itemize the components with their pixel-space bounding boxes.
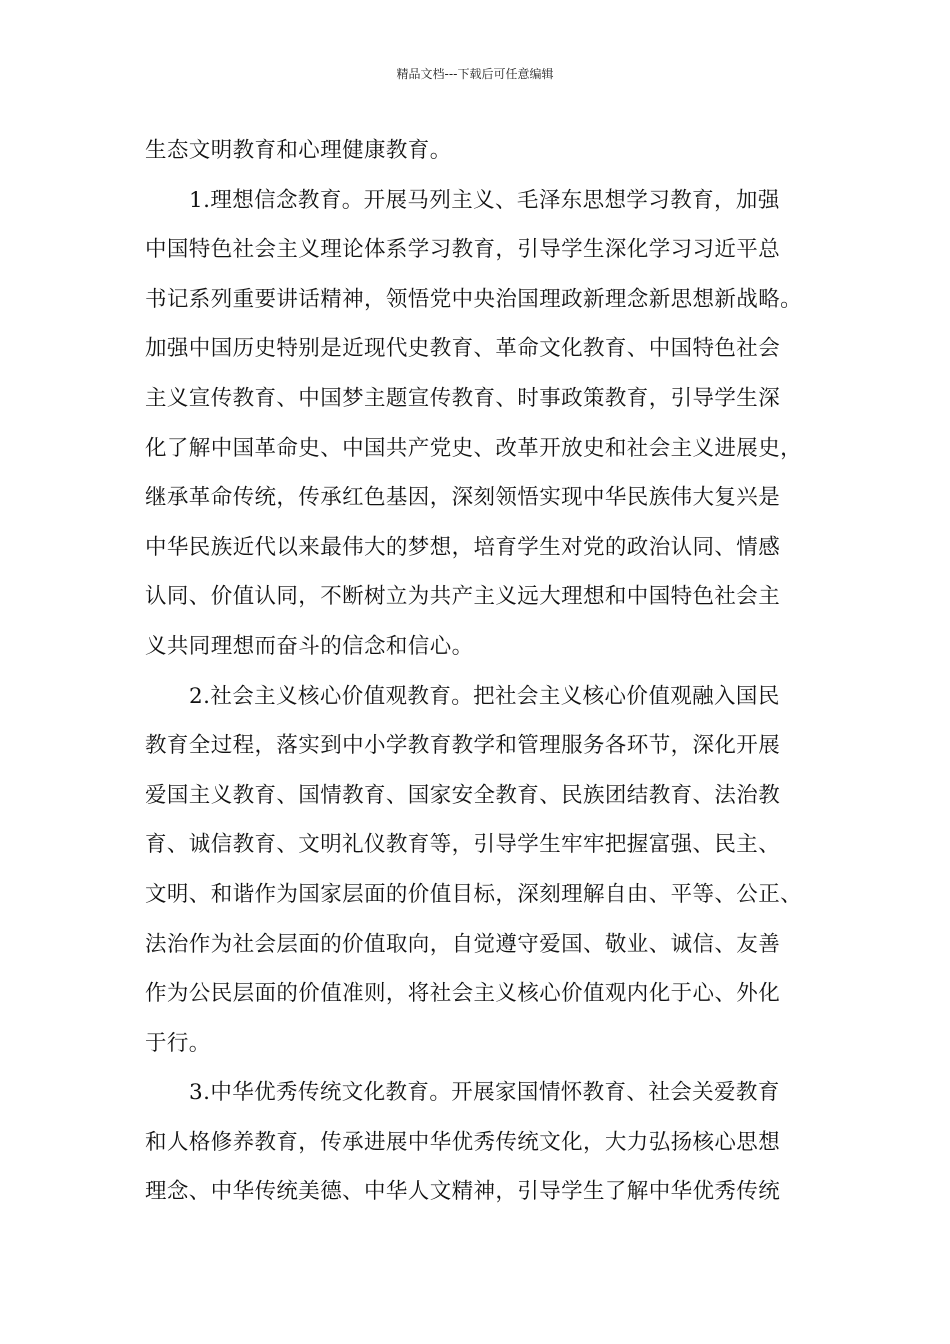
text-line: 主义宣传教育、中国梦主题宣传教育、时事政策教育，引导学生深 [145,385,781,411]
document-body [145,126,825,1217]
text-line: 作为公民层面的价值准则，将社会主义核心价值观内化于心、外化 [145,981,781,1007]
text-line: 育、诚信教育、文明礼仪教育等，引导学生牢牢把握富强、民主、 [145,832,781,858]
text-line: 中国特色社会主义理论体系学习教育，引导学生深化学习习近平总 [145,237,781,263]
text-line: 和人格修养教育，传承进展中华优秀传统文化，大力弘扬核心思想 [145,1129,781,1155]
text-line: 化了解中国革命史、中国共产党史、改革开放史和社会主义进展史， [145,435,803,461]
page-header: 精品文档---下载后可任意编辑 [396,67,554,81]
text-line: 认同、价值认同，不断树立为共产主义远大理想和中国特色社会主 [145,584,781,610]
text-line: 理念、中华传统美德、中华人文精神，引导学生了解中华优秀传统 [145,1179,781,1205]
text-line: 文明、和谐作为国家层面的价值目标，深刻理解自由、平等、公正、 [145,881,803,907]
text-line: 于行。 [145,1030,211,1056]
text-line: 书记系列重要讲话精神，领悟党中央治国理政新理念新思想新战略。 [145,286,803,312]
section-heading-line: 3.中华优秀传统文化教育。开展家国情怀教育、社会关爱教育 [189,1080,780,1106]
section-heading-line: 2.社会主义核心价值观教育。把社会主义核心价值观融入国民 [189,683,780,709]
text-line: 中华民族近代以来最伟大的梦想，培育学生对党的政治认同、情感 [145,534,781,560]
text-line: 加强中国历史特别是近现代史教育、革命文化教育、中国特色社会 [145,336,781,362]
text-line: 法治作为社会层面的价值取向，自觉遵守爱国、敬业、诚信、友善 [145,931,781,957]
section-heading-line: 1.理想信念教育。开展马列主义、毛泽东思想学习教育，加强 [189,187,780,213]
text-line: 生态文明教育和心理健康教育。 [145,138,452,163]
text-line: 教育全过程，落实到中小学教育教学和管理服务各环节，深化开展 [145,733,781,759]
text-line: 义共同理想而奋斗的信念和信心。 [145,633,474,659]
text-line: 继承革命传统，传承红色基因，深刻领悟实现中华民族伟大复兴是 [145,485,781,511]
text-line: 爱国主义教育、国情教育、国家安全教育、民族团结教育、法治教 [145,782,781,808]
